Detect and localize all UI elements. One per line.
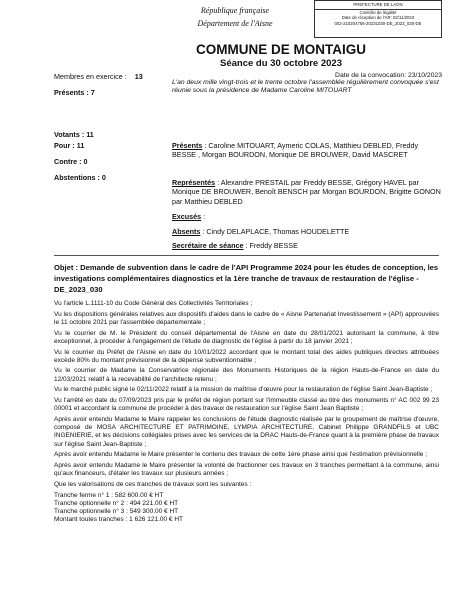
representes-text: : Alexandre PRESTAIL par Freddy BESSE, Grégory HAVEL par Monique DE BROUWER, Benoît BENSCH par Morgan BOURDON, Brigitte GONON par Matthieu DEBLED xyxy=(172,178,441,206)
presents-text: : Caroline MITOUART, Aymeric COLAS, Matthieu DEBLED, Freddy BESSE , Morgan BOURDON, Monique DE BROUWER, David MASCRET xyxy=(172,141,419,160)
presents-label: Présents xyxy=(172,141,203,150)
absents-text: : Cindy DELAPLACE, Thomas HOUDELETTE xyxy=(200,227,350,236)
contre-count: Contre : 0 xyxy=(54,157,88,166)
tranche-optionnelle-2: Tranche optionnelle n° 2 : 494 221.00 € HT xyxy=(54,499,179,507)
tranche-optionnelle-3: Tranche optionnelle n° 3 : 549 300.00 € HT xyxy=(54,507,179,515)
excuses-label: Excusés xyxy=(172,212,202,221)
secretaire-label: Secrétaire de séance xyxy=(172,241,244,250)
page-subtitle: Séance du 30 octobre 2023 xyxy=(220,58,342,69)
paragraph: Vu le courrier du Préfet de l'Aisne en date du 10/01/2022 accordant que le montant total des aides publiques directes attribuées excède 80% du montant prévisionnel de la dépense subventionnable ; xyxy=(54,348,439,364)
paragraph: Que les valorisations de ces tranches de travaux sont les suivantes : xyxy=(54,480,252,488)
section-divider xyxy=(54,255,439,256)
montant-total: Montant toutes tranches : 1 626 121.00 € HT xyxy=(54,516,183,524)
prefecture-line-3: 002-210204756-20231030-DE_2023_030-DE xyxy=(334,20,422,26)
page-title: COMMUNE DE MONTAIGU xyxy=(196,42,366,57)
paragraph: Après avoir entendu Madame le Maire présenter le contenu des travaux de cette 1ère phase ainsi que l'estimation prévisionnelle ; xyxy=(54,451,428,459)
prefecture-stamp xyxy=(314,0,442,38)
representes-label: Représentés xyxy=(172,178,216,187)
membres-label: Membres en exercice : xyxy=(54,72,127,81)
body-text xyxy=(54,300,439,524)
absents-block xyxy=(172,227,442,236)
prefecture-title: PREFECTURE DE LAON xyxy=(315,1,441,10)
excuses-block xyxy=(172,212,442,221)
secretaire-text: : Freddy BESSE xyxy=(243,241,298,250)
abstentions-count: Abstentions : 0 xyxy=(54,173,106,182)
tranche-ferme-1: Tranche ferme n° 1 : 582 600.00 € HT xyxy=(54,491,164,499)
paragraph: Vu l'arrêté en date du 07/09/2023 pris par le préfet de région portant sur l'immeuble classé au titre des monuments n° AC 002 99 23 00001 et accordant la commune de procéder à des travaux de restauration sur l'église Saint Jean Baptiste ; xyxy=(54,397,439,413)
paragraph: Vu le courrier de M. le Président du conseil départemental de l'Aisne en date du 28/01/2021 autorisant la commune, à titre exceptionnel, à procéder à l'engagement de l'étude de diagnostic de l'église à partir du 18 janvier 2021 ; xyxy=(54,329,439,345)
presents-block xyxy=(172,141,442,160)
prefecture-line-1: Contrôle de légalité xyxy=(359,9,397,15)
prefecture-line-2: Date de réception de l'AR: 02/11/2023 xyxy=(341,15,415,21)
paragraph: Après avoir entendu Madame le Maire présenter la volonté de fractionner ces travaux en 3 tranches permettant à la commune, ainsi qu'aux financeurs, d'étaler les travaux sur plusieurs années ; xyxy=(54,461,439,478)
paragraph: Vu le courrier de Madame la Conservatrice régionale des Monuments Historiques de la région Hauts-de-France en date du 12/03/2021 relatif à la recevabilité de l'architecte retenu ; xyxy=(54,367,439,383)
representes-block xyxy=(172,178,442,206)
paragraph: Vu les dispositions générales relatives aux dispositifs d'aides dans le cadre de « Aisne Partenariat Investissement » (API) approuvées le 11 octobre 2021 par l'assemblée départementale ; xyxy=(54,310,439,326)
convocation-date: Date de la convocation: 23/10/2023 xyxy=(335,72,442,79)
membres-value: 13 xyxy=(134,72,143,81)
secretaire-block xyxy=(172,241,442,250)
paragraph: Après avoir entendu Madame le Maire rappeler les conclusions de l'étude diagnostic réalisée par le groupement de maîtrise d'œuvre, composé de MOSA ARCHITECTURE ET PATRIMOINE, LYMPIA ARCHITECTURE, Cabinet Philippe GRANDFILS et UBC INGENIERIE, et les décisions collégiales prises avec les services de la DRAC Hauts-de-France quant à la première phase de travaux sur l'église Saint Jean-Baptiste ; xyxy=(54,415,439,448)
header-block xyxy=(160,4,310,30)
republique-text: République française xyxy=(200,6,270,15)
paragraph: Vu le marché public signé le 02/11/2022 relatif à la mission de maîtrise d'œuvre pour la restauration de l'église Saint Jean-Baptiste ; xyxy=(54,386,433,394)
objet-text: Objet : Demande de subvention dans le cadre de l'API Programme 2024 pour les études de conception, les investigations complémentaires diagnostics et la 1ère tranche de travaux de restauration de l'église - DE_2023_030 xyxy=(54,263,439,294)
absents-label: Absents xyxy=(172,227,201,236)
departement-text: Département de l'Aisne xyxy=(197,19,273,28)
paragraph: Vu l'article L.1111-10 du Code Général des Collectivités Territoriales ; xyxy=(54,300,253,307)
membres-row xyxy=(54,72,143,81)
excuses-text: : xyxy=(201,212,206,221)
pour-count: Pour : 11 xyxy=(54,141,85,150)
intro-text: L'an deux mille vingt-trois et le trente octobre l'assemblée régulièrement convoquée s'est réunie sous la présidence de Madame Caroline MITOUART xyxy=(172,79,439,95)
presents-count: Présents : 7 xyxy=(54,88,95,97)
votants-count: Votants : 11 xyxy=(54,130,94,139)
